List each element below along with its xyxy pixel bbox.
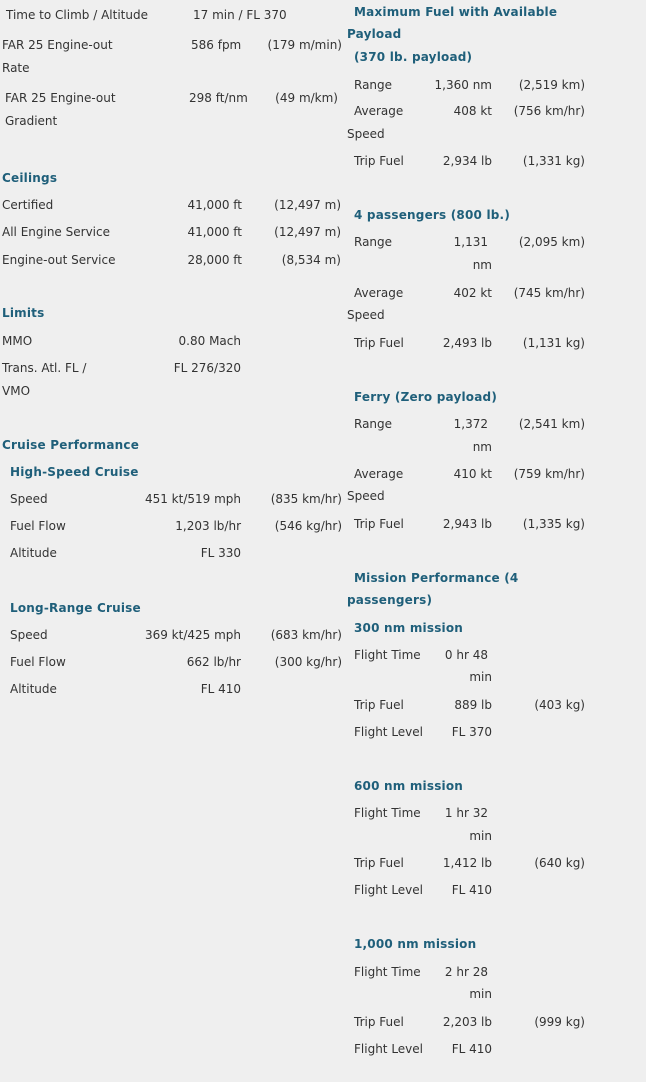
four-passengers-heading: 4 passengers (800 lb.) (354, 208, 511, 222)
cruise-performance-heading: Cruise Performance (2, 438, 140, 452)
trans-atl-value: FL 276/320 (173, 361, 241, 375)
mission-300-flight-time-value: 0 hr 48 (444, 648, 488, 662)
mission-600-trip-fuel-value: 1,412 lb (442, 856, 492, 870)
mission-1000-flight-time-unit: min (469, 987, 492, 1001)
mission-300-flight-level-value: FL 370 (451, 725, 492, 739)
engine-out-rate-metric: (179 m/min) (267, 38, 342, 52)
high-speed-cruise-heading: High-Speed Cruise (10, 465, 139, 479)
max-fuel-range-label: Range (354, 78, 393, 92)
ferry-range-value: 1,372 (453, 417, 488, 431)
mission-1000-trip-fuel-value: 2,203 lb (442, 1015, 492, 1029)
trans-atl-label-cont: VMO (2, 384, 31, 398)
mission-300-trip-fuel-metric: (403 kg) (534, 698, 585, 712)
max-fuel-avg-speed-value: 408 kt (453, 104, 492, 118)
engine-out-gradient-label: FAR 25 Engine-out (5, 91, 116, 105)
mission-600-flight-level-label: Flight Level (354, 883, 423, 897)
cruise-row-value: FL 330 (200, 546, 241, 560)
mmo-value: 0.80 Mach (178, 334, 241, 348)
cruise-row-label: Altitude (10, 546, 57, 560)
mission-1000-flight-level-value: FL 410 (451, 1042, 492, 1056)
ceiling-row-value: 41,000 ft (187, 198, 242, 212)
mission-performance-heading: Mission Performance (4 (354, 571, 519, 585)
engine-out-rate-label: FAR 25 Engine-out (2, 38, 113, 52)
mission-600-flight-time-label: Flight Time (354, 806, 421, 820)
mission-600-flight-time-value: 1 hr 32 (444, 806, 488, 820)
four-pax-range-unit: nm (472, 258, 492, 272)
ceiling-row-metric: (8,534 m) (281, 253, 341, 267)
long-range-cruise-heading: Long-Range Cruise (10, 601, 141, 615)
four-pax-avg-speed-value: 402 kt (453, 286, 492, 300)
mmo-label: MMO (2, 334, 33, 348)
four-pax-avg-speed-label-cont: Speed (347, 308, 385, 322)
ceiling-row-metric: (12,497 m) (274, 198, 341, 212)
ferry-avg-speed-metric: (759 km/hr) (513, 467, 585, 481)
engine-out-gradient-value: 298 ft/nm (189, 91, 248, 105)
ferry-range-label: Range (354, 417, 393, 431)
four-pax-range-label: Range (354, 235, 393, 249)
mission-600-flight-time-unit: min (469, 829, 492, 843)
four-pax-trip-fuel-metric: (1,131 kg) (522, 336, 585, 350)
mission-1000-heading: 1,000 nm mission (354, 937, 477, 951)
mission-1000-trip-fuel-metric: (999 kg) (534, 1015, 585, 1029)
ceilings-heading: Ceilings (2, 171, 58, 185)
four-pax-range-value: 1,131 (453, 235, 488, 249)
ferry-heading: Ferry (Zero payload) (354, 390, 498, 404)
cruise-row-label: Speed (10, 628, 48, 642)
max-fuel-trip-fuel-label: Trip Fuel (354, 154, 404, 168)
mission-1000-trip-fuel-label: Trip Fuel (354, 1015, 404, 1029)
cruise-row-metric: (546 kg/hr) (274, 519, 342, 533)
mission-300-flight-time-label: Flight Time (354, 648, 421, 662)
mission-1000-flight-time-label: Flight Time (354, 965, 421, 979)
max-fuel-heading: Maximum Fuel with Available (354, 5, 558, 19)
ceiling-row-label: Certified (2, 198, 54, 212)
four-pax-avg-speed-label: Average (354, 286, 404, 300)
cruise-row-value: 662 lb/hr (186, 655, 241, 669)
engine-out-gradient-label-cont: Gradient (5, 114, 58, 128)
cruise-row-label: Fuel Flow (10, 655, 66, 669)
ceiling-row-value: 28,000 ft (187, 253, 242, 267)
engine-out-rate-label-cont: Rate (2, 61, 30, 75)
cruise-row-metric: (835 km/hr) (270, 492, 342, 506)
engine-out-rate-value: 586 fpm (191, 38, 242, 52)
ferry-range-unit: nm (472, 440, 492, 454)
cruise-row-value: 451 kt/519 mph (144, 492, 241, 506)
mission-600-trip-fuel-metric: (640 kg) (534, 856, 585, 870)
mission-1000-flight-level-label: Flight Level (354, 1042, 423, 1056)
mission-300-flight-level-label: Flight Level (354, 725, 423, 739)
max-fuel-range-metric: (2,519 km) (518, 78, 585, 92)
cruise-row-value: 1,203 lb/hr (175, 519, 241, 533)
ceiling-row-label: Engine-out Service (2, 253, 116, 267)
mission-1000-flight-time-value: 2 hr 28 (444, 965, 488, 979)
ferry-trip-fuel-label: Trip Fuel (354, 517, 404, 531)
cruise-row-value: 369 kt/425 mph (144, 628, 241, 642)
ferry-avg-speed-label-cont: Speed (347, 489, 385, 503)
max-fuel-trip-fuel-value: 2,934 lb (442, 154, 492, 168)
ferry-trip-fuel-metric: (1,335 kg) (522, 517, 585, 531)
trans-atl-label: Trans. Atl. FL / (2, 361, 87, 375)
ferry-avg-speed-label: Average (354, 467, 404, 481)
four-pax-range-metric: (2,095 km) (518, 235, 585, 249)
max-fuel-trip-fuel-metric: (1,331 kg) (522, 154, 585, 168)
cruise-row-value: FL 410 (200, 682, 241, 696)
max-fuel-avg-speed-label-cont: Speed (347, 127, 385, 141)
ceiling-row-value: 41,000 ft (187, 225, 242, 239)
four-pax-avg-speed-metric: (745 km/hr) (513, 286, 585, 300)
mission-300-trip-fuel-label: Trip Fuel (354, 698, 404, 712)
max-fuel-avg-speed-metric: (756 km/hr) (513, 104, 585, 118)
mission-300-flight-time-unit: min (469, 670, 492, 684)
max-fuel-subheading: (370 lb. payload) (354, 50, 473, 64)
mission-300-trip-fuel-value: 889 lb (454, 698, 492, 712)
time-to-climb-value: 17 min / FL 370 (193, 8, 287, 22)
ferry-avg-speed-value: 410 kt (453, 467, 492, 481)
mission-performance-heading-cont: passengers) (347, 593, 433, 607)
cruise-row-label: Altitude (10, 682, 57, 696)
four-pax-trip-fuel-value: 2,493 lb (442, 336, 492, 350)
max-fuel-heading-cont: Payload (347, 27, 402, 41)
four-pax-trip-fuel-label: Trip Fuel (354, 336, 404, 350)
mission-600-flight-level-value: FL 410 (451, 883, 492, 897)
ceiling-row-label: All Engine Service (2, 225, 110, 239)
ceiling-row-metric: (12,497 m) (274, 225, 341, 239)
cruise-row-metric: (683 km/hr) (270, 628, 342, 642)
engine-out-gradient-metric: (49 m/km) (275, 91, 338, 105)
max-fuel-avg-speed-label: Average (354, 104, 404, 118)
max-fuel-range-value: 1,360 nm (434, 78, 492, 92)
limits-heading: Limits (2, 306, 45, 320)
cruise-row-label: Fuel Flow (10, 519, 66, 533)
mission-600-trip-fuel-label: Trip Fuel (354, 856, 404, 870)
mission-600-heading: 600 nm mission (354, 779, 464, 793)
time-to-climb-label: Time to Climb / Altitude (6, 8, 148, 22)
ferry-range-metric: (2,541 km) (518, 417, 585, 431)
cruise-row-label: Speed (10, 492, 48, 506)
ferry-trip-fuel-value: 2,943 lb (442, 517, 492, 531)
cruise-row-metric: (300 kg/hr) (274, 655, 342, 669)
mission-300-heading: 300 nm mission (354, 621, 464, 635)
